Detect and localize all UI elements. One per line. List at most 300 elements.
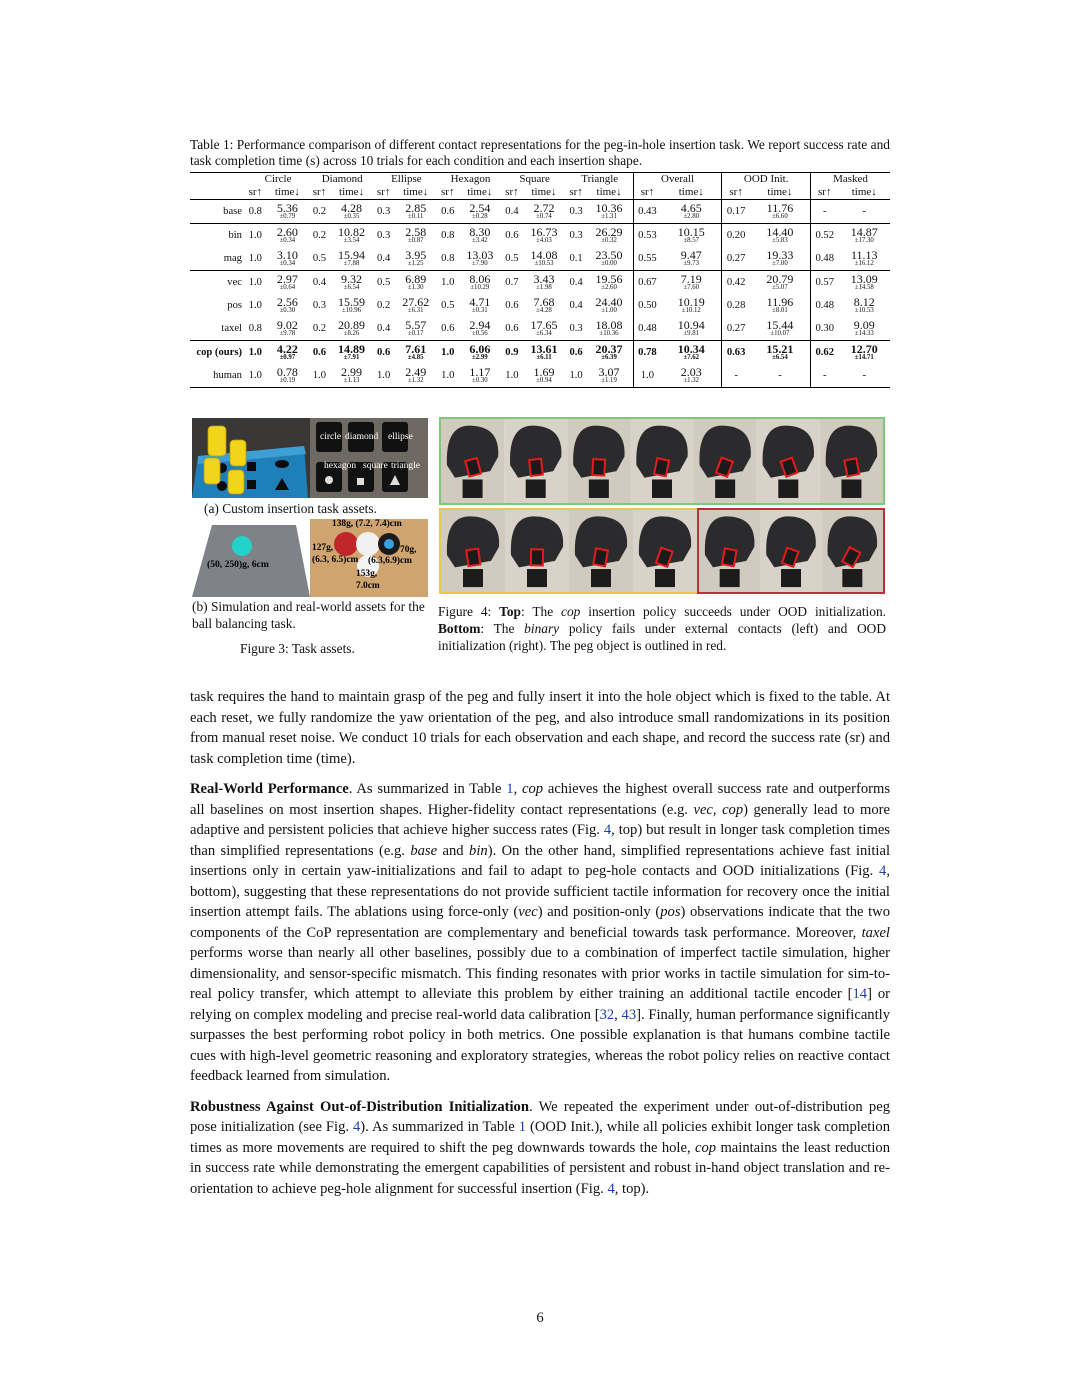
sr-cell: 1.0 (633, 364, 661, 388)
time-mean: 7.19 (680, 272, 702, 286)
time-std: ±4.28 (536, 307, 552, 314)
time-mean: 20.37 (595, 342, 623, 356)
time-mean: 4.71 (469, 295, 491, 309)
sr-cell: 1.0 (503, 364, 522, 388)
time-std: ±10.53 (854, 307, 874, 314)
time-mean: 3.07 (598, 365, 620, 379)
time-cell (329, 364, 375, 388)
time-cell (661, 317, 722, 341)
time-std: ±0.17 (407, 330, 424, 337)
sr-cell: 0.78 (633, 341, 661, 365)
time-mean: 7.61 (405, 342, 427, 356)
sr-cell: 0.2 (310, 224, 329, 248)
time-cell (329, 294, 375, 317)
time-mean: 2.49 (405, 365, 427, 379)
sr-cell: 0.57 (811, 271, 839, 295)
time-mean: 0.78 (276, 365, 298, 379)
time-cell (521, 224, 567, 248)
sr-cell: 0.7 (503, 271, 522, 295)
time-mean: 1.69 (533, 365, 555, 379)
time-mean: 14.08 (530, 248, 558, 262)
sr-header: sr↑ (722, 186, 750, 200)
sr-cell: 0.5 (374, 271, 393, 295)
table-row (190, 317, 890, 341)
column-group-header: Overall (633, 173, 722, 187)
time-mean: 2.99 (341, 365, 363, 379)
time-mean: 19.33 (766, 248, 794, 262)
table-row (190, 224, 890, 248)
sr-cell: 0.6 (503, 224, 522, 248)
robot-frame (699, 510, 760, 592)
time-std: ±14.58 (854, 284, 874, 291)
time-mean: 3.10 (276, 248, 298, 262)
time-cell (393, 247, 438, 271)
time-mean: 13.03 (466, 248, 494, 262)
time-mean: 20.89 (338, 318, 366, 332)
sr-cell: 0.8 (246, 200, 265, 224)
ball-label-1: 138g, (7.2, 7.4)cm (332, 519, 402, 529)
figure3b-sim-image (192, 519, 310, 597)
time-std: ±6.54 (772, 354, 788, 361)
sr-cell: 0.2 (310, 200, 329, 224)
time-std: ±2.60 (601, 284, 617, 291)
shape-label-diamond: diamond (345, 432, 379, 442)
sr-cell: 0.4 (310, 271, 329, 295)
time-std: ±0.87 (407, 237, 424, 244)
sr-cell: 0.4 (377, 253, 391, 264)
sr-cell: 0.4 (503, 200, 522, 224)
sr-cell: 1.0 (246, 224, 265, 248)
time-cell (393, 341, 438, 365)
sr-header: sr↑ (441, 186, 455, 198)
time-std: ±0.11 (408, 213, 424, 220)
time-header: time↓ (851, 186, 877, 198)
table-row (190, 364, 890, 388)
sim-ball-label: (50, 250)g, 6cm (207, 559, 269, 570)
figure-ref-link[interactable]: 4 (603, 822, 612, 838)
time-std: ±0.94 (536, 377, 552, 384)
time-cell (521, 341, 567, 365)
sr-cell: 0.5 (441, 300, 455, 311)
time-mean: 15.59 (338, 295, 366, 309)
time-mean: 2.72 (533, 201, 555, 215)
time-cell (750, 364, 811, 388)
row-label: vec (190, 271, 246, 295)
sr-cell: 0.4 (569, 300, 583, 311)
time-cell (839, 200, 891, 224)
time-mean: 4.28 (341, 201, 363, 215)
peg-outline (722, 548, 737, 566)
time-mean: - (778, 369, 782, 381)
sr-cell: - (811, 200, 839, 224)
time-cell (661, 224, 722, 248)
time-cell (265, 317, 311, 341)
time-header: time↓ (678, 186, 704, 198)
sr-header: sr↑ (312, 186, 327, 198)
column-group-header: Ellipse (374, 173, 438, 187)
time-mean: 11.76 (766, 201, 794, 215)
time-mean: 15.94 (338, 248, 366, 262)
time-header: time↓ (531, 186, 557, 198)
time-cell (393, 294, 438, 317)
time-std: ±6.54 (343, 284, 360, 291)
paragraph-real-world: Real-World Performance. As summarized in Table 1, cop achieves the highest overall success rate and outperforms all baselines on most insertion shapes. Higher-fidelity contact representations (e.g. vec, cop) generally lead to more adaptive and persistent policies that achieve higher success rates (Fig. 4, top) but result in longer task completion times than simplified representations (e.g. base and bin). On the other hand, simplified representations achieve fast initial insertions only in certain yaw-initializations and fail to adapt to peg-hole contacts and OOD initializations (Fig. 4, bottom), suggesting that these representations do not provide sufficient tactile information for recovery once the initial insertion attempt fails. The ablations using force-only (vec) and position-only (pos) observations indicate that the two components of the CoP representation are complementary and beneficial towards task performance. Moreover, taxel performs worse than nearly all other baselines, possibly due to a combination of imperfect tactile simulation, higher dimensionality, and sensor-specific mismatch. This finding resonates with prior works in tactile simulation for sim-to-real policy transfer, which attempt to alleviate this problem by either training an additional tactile encoder [14] or relying on complex modeling and precise real-world data calibration [32, 43]. Finally, human performance significantly surpasses the best performing robot policy in both metrics. One possible explanation is that humans combine tactile cues with high-level geometric reasoning and exploratory strategies, whereas the robot policy relies on reactive contact feedback learned from simulation. (190, 781, 891, 1084)
time-mean: 17.65 (530, 318, 558, 332)
time-mean: 10.36 (595, 201, 623, 215)
insertion-assets-photo (192, 418, 428, 498)
time-std: ±10.12 (681, 307, 701, 314)
sr-cell: 0.50 (633, 294, 661, 317)
sr-cell: 0.67 (633, 271, 661, 295)
time-cell (457, 317, 502, 341)
column-group-header: Diamond (310, 173, 374, 187)
time-cell (839, 224, 891, 248)
row-label: cop (ours) (190, 341, 246, 365)
time-mean: 9.47 (680, 248, 702, 262)
time-cell (661, 200, 722, 224)
time-mean: 19.56 (595, 272, 623, 286)
peg-outline (466, 549, 480, 567)
time-mean: 13.09 (850, 272, 878, 286)
sr-cell: 1.0 (248, 300, 262, 311)
time-cell (661, 271, 722, 295)
shape-label-ellipse: ellipse (388, 432, 413, 442)
time-mean: 7.68 (533, 295, 555, 309)
sr-header: sr↑ (633, 186, 661, 200)
time-std: ±6.39 (601, 354, 617, 361)
sr-cell: 0.48 (633, 317, 661, 341)
time-std: ±10.36 (599, 330, 619, 337)
sr-cell: 1.0 (248, 253, 262, 264)
table-row (190, 294, 890, 317)
time-cell (457, 341, 502, 365)
time-cell (750, 200, 811, 224)
time-std: ±8.57 (683, 237, 700, 244)
time-std: ±10.07 (770, 330, 790, 337)
time-cell (457, 247, 502, 271)
time-std: ±0.19 (279, 377, 296, 384)
time-mean: 15.44 (766, 318, 794, 332)
shape-label-triangle: triangle (391, 461, 421, 471)
time-std: ±10.29 (470, 284, 490, 291)
table-row (190, 271, 890, 295)
row-label: mag (223, 253, 242, 264)
time-std: ±0.31 (472, 307, 488, 314)
sr-cell: - (722, 364, 750, 388)
time-std: ±3.54 (343, 237, 360, 244)
time-cell (393, 200, 438, 224)
time-cell (393, 271, 438, 295)
sr-cell: 0.48 (811, 247, 839, 271)
ball-label-2b: (6.3, 6.5)cm (312, 555, 359, 565)
time-cell (661, 247, 722, 271)
table-ref-link[interactable]: 1 (518, 1119, 526, 1135)
sr-cell: 1.0 (310, 364, 329, 388)
time-cell (750, 294, 811, 317)
time-std: ±0.34 (279, 237, 296, 244)
column-group-header: Square (503, 173, 567, 187)
peg-outline (654, 458, 669, 476)
time-mean: 15.21 (766, 342, 794, 356)
time-cell (585, 294, 633, 317)
time-std: ±1.32 (407, 377, 424, 384)
ball-label-4a: 153g, (356, 569, 378, 579)
robot-frame (569, 510, 633, 592)
sr-cell: 0.6 (438, 200, 457, 224)
column-group-header: OOD Init. (722, 173, 811, 187)
time-cell (521, 317, 567, 341)
time-mean: 14.40 (766, 225, 794, 239)
time-std: ±10.96 (342, 307, 362, 314)
sr-header: sr↑ (505, 186, 519, 198)
sr-cell: 0.1 (569, 253, 583, 264)
sr-cell: 0.6 (567, 341, 586, 365)
sr-cell: 0.2 (377, 300, 391, 311)
time-header: time↓ (596, 186, 622, 198)
table-caption: Table 1: Performance comparison of different contact representations for the peg-in-hole insertion task. We report success rate and task completion time (s) across 10 trials for each condition and each insertion shape. (190, 137, 890, 168)
figure3a-image (192, 418, 428, 498)
time-std: ±0.32 (601, 237, 617, 244)
sr-cell: 0.9 (503, 341, 522, 365)
robot-hand-frames (699, 510, 883, 592)
time-cell (329, 200, 375, 224)
time-mean: 13.61 (530, 342, 558, 356)
time-std: ±0.56 (472, 330, 488, 337)
time-std: ±6.34 (536, 330, 552, 337)
sr-cell: 0.17 (722, 200, 750, 224)
figure-ref-link[interactable]: 4 (353, 1119, 361, 1135)
time-cell (750, 341, 811, 365)
time-cell (839, 341, 891, 365)
time-std: ±1.13 (343, 377, 360, 384)
time-mean: 2.56 (276, 295, 298, 309)
time-std: ±7.91 (343, 354, 360, 361)
peg-outline (593, 548, 608, 566)
time-mean: 3.95 (405, 248, 427, 262)
time-cell (329, 271, 375, 295)
time-cell (265, 224, 311, 248)
time-header: time↓ (339, 186, 365, 198)
time-std: ±7.62 (683, 354, 700, 361)
peg-outline (592, 459, 605, 476)
sr-cell: 0.3 (567, 200, 586, 224)
time-mean: 8.30 (469, 225, 491, 239)
time-cell (839, 317, 891, 341)
sr-cell: 0.55 (633, 247, 661, 271)
sr-cell: 0.6 (310, 341, 329, 365)
time-mean: 4.22 (276, 342, 298, 356)
row-label: bin (190, 224, 246, 248)
time-std: ±4.85 (407, 354, 424, 361)
time-std: ±9.73 (683, 260, 700, 267)
time-mean: - (862, 369, 867, 381)
time-mean: 8.12 (853, 295, 875, 309)
table-ref-link[interactable]: 1 (506, 781, 514, 797)
peg-outline (531, 549, 543, 565)
time-std: ±7.00 (772, 260, 788, 267)
time-cell (750, 224, 811, 248)
time-std: ±0.35 (343, 213, 360, 220)
sr-header: sr↑ (248, 186, 263, 198)
shape-label-hexagon: hexagon (324, 461, 357, 471)
figure4-bottom-right-strip (697, 508, 885, 594)
time-cell (521, 200, 567, 224)
time-cell (521, 364, 567, 388)
sr-header: sr↑ (569, 186, 583, 198)
column-group-header: Hexagon (438, 173, 502, 187)
sr-cell: 0.20 (722, 224, 750, 248)
sr-cell: 0.62 (811, 341, 839, 365)
time-mean: 27.62 (402, 295, 430, 309)
sr-cell: 0.53 (633, 224, 661, 248)
citation-link[interactable]: 43 (621, 1006, 637, 1023)
time-cell (265, 294, 311, 317)
time-mean: 26.29 (595, 225, 623, 239)
time-std: ±0.30 (472, 377, 488, 384)
time-mean: 12.70 (850, 342, 878, 356)
time-cell (661, 364, 722, 388)
time-mean: 2.60 (276, 225, 298, 239)
shape-label-circle: circle (320, 432, 342, 442)
time-cell (585, 341, 633, 365)
time-std: ±1.98 (536, 284, 552, 291)
citation-link[interactable]: 14 (852, 986, 868, 1002)
sr-cell: 1.0 (438, 364, 457, 388)
sr-cell: 1.0 (374, 364, 393, 388)
time-std: ±6.11 (536, 354, 552, 361)
paragraph-robustness: Robustness Against Out-of-Distribution Initialization. We repeated the experiment under out-of-distribution peg pose initialization (see Fig. 4). As summarized in Table 1 (OOD Init.), while all policies exhibit longer task completion times as more movements are required to shift the peg downwards towards the hole, cop maintains the least reduction in success rate while demonstrating the emergent capabilities of persistent and robust in-hand object translation and re-orientation to achieve peg-hole alignment for successful insertion (Fig. 4, top). (190, 1098, 890, 1197)
sr-cell: 0.30 (811, 317, 839, 341)
time-cell (585, 247, 633, 271)
figure3b-real-image (310, 519, 428, 597)
page-number: 6 (536, 1310, 544, 1326)
column-group-header: Triangle (567, 173, 633, 187)
table-row (190, 341, 890, 365)
sr-cell: 0.8 (248, 323, 262, 334)
sr-cell: 1.0 (438, 341, 457, 365)
peg-outline (529, 459, 543, 476)
time-cell (661, 294, 722, 317)
robot-frame (441, 510, 505, 592)
sr-cell: 1.0 (438, 271, 457, 295)
simulation-ball-render (192, 519, 310, 597)
sr-cell: - (811, 364, 839, 388)
robot-frame (694, 419, 757, 503)
time-mean: 14.89 (338, 342, 366, 356)
shape-label-square: square (363, 461, 388, 471)
ball-label-4b: 7.0cm (356, 581, 380, 591)
time-std: ±2.99 (472, 354, 488, 361)
row-label: base (190, 200, 246, 224)
figure4-top-strip (439, 417, 885, 505)
sr-cell: 1.0 (246, 364, 265, 388)
sr-cell: 0.4 (567, 271, 586, 295)
citation-link[interactable]: 32 (599, 1006, 615, 1023)
time-std: ±0.79 (279, 213, 296, 220)
sr-cell: 0.3 (312, 300, 327, 311)
time-cell (585, 317, 633, 341)
time-cell (585, 271, 633, 295)
time-cell (265, 271, 311, 295)
time-std: ±1.31 (601, 213, 617, 220)
figure3-caption: Figure 3: Task assets. (240, 641, 355, 656)
robot-frame (822, 510, 883, 592)
time-std: ±14.33 (854, 330, 874, 337)
robot-hand-frames (441, 510, 697, 592)
time-std: ±6.60 (772, 213, 788, 220)
figure-ref-link[interactable]: 4 (879, 863, 887, 879)
time-mean: 8.06 (469, 272, 491, 286)
sr-header: sr↑ (811, 186, 839, 200)
time-std: ±7.60 (683, 284, 700, 291)
sr-cell: 0.48 (811, 294, 839, 317)
sr-cell: 0.3 (567, 224, 586, 248)
time-mean: 10.34 (677, 342, 705, 356)
time-cell (661, 341, 722, 365)
body-text (190, 687, 890, 1209)
column-group-header: Circle (246, 173, 310, 187)
robot-frame (505, 510, 569, 592)
time-cell (393, 364, 438, 388)
sr-cell: 0.5 (505, 253, 519, 264)
time-cell (750, 317, 811, 341)
time-header: time↓ (274, 186, 300, 198)
time-cell (457, 224, 502, 248)
time-cell (521, 294, 567, 317)
robot-frame (630, 419, 693, 503)
time-cell (265, 200, 311, 224)
peg-outline (844, 458, 859, 476)
time-cell (839, 364, 891, 388)
time-std: ±5.07 (772, 284, 788, 291)
time-cell (265, 247, 311, 271)
sr-cell: 0.2 (312, 323, 327, 334)
ball-label-2a: 127g, (312, 543, 334, 553)
time-mean: 10.94 (677, 318, 705, 332)
sr-cell: 0.6 (505, 323, 519, 334)
sr-cell: 0.3 (374, 200, 393, 224)
figure-ref-link[interactable]: 4 (607, 1180, 615, 1197)
figure3b-caption: (b) Simulation and real-world assets for the ball balancing task. (192, 599, 425, 631)
time-mean: 5.57 (405, 318, 427, 332)
time-mean: 18.08 (595, 318, 623, 332)
time-cell (393, 224, 438, 248)
time-mean: 23.50 (595, 248, 623, 262)
time-cell (393, 317, 438, 341)
table-metric-header (190, 186, 890, 200)
sr-header: sr↑ (376, 186, 391, 198)
time-mean: 16.73 (530, 225, 558, 239)
time-cell (329, 341, 375, 365)
sr-cell: 0.27 (722, 317, 750, 341)
time-mean: 6.06 (469, 342, 491, 356)
time-std: ±9.78 (279, 330, 296, 337)
time-std: ±0.64 (279, 284, 296, 291)
sr-cell: 1.0 (246, 341, 265, 365)
time-std: ±0.30 (279, 307, 296, 314)
time-mean: 14.87 (850, 225, 878, 239)
time-std: ±0.34 (279, 260, 296, 267)
sr-cell: 0.28 (722, 294, 750, 317)
robot-frame (441, 419, 504, 503)
time-cell (329, 317, 375, 341)
time-std: ±2.80 (683, 213, 700, 220)
robot-frame (633, 510, 697, 592)
time-std: ±8.01 (772, 307, 788, 314)
time-cell (457, 200, 502, 224)
time-mean: 9.02 (276, 318, 298, 332)
time-mean: 1.17 (469, 365, 491, 379)
